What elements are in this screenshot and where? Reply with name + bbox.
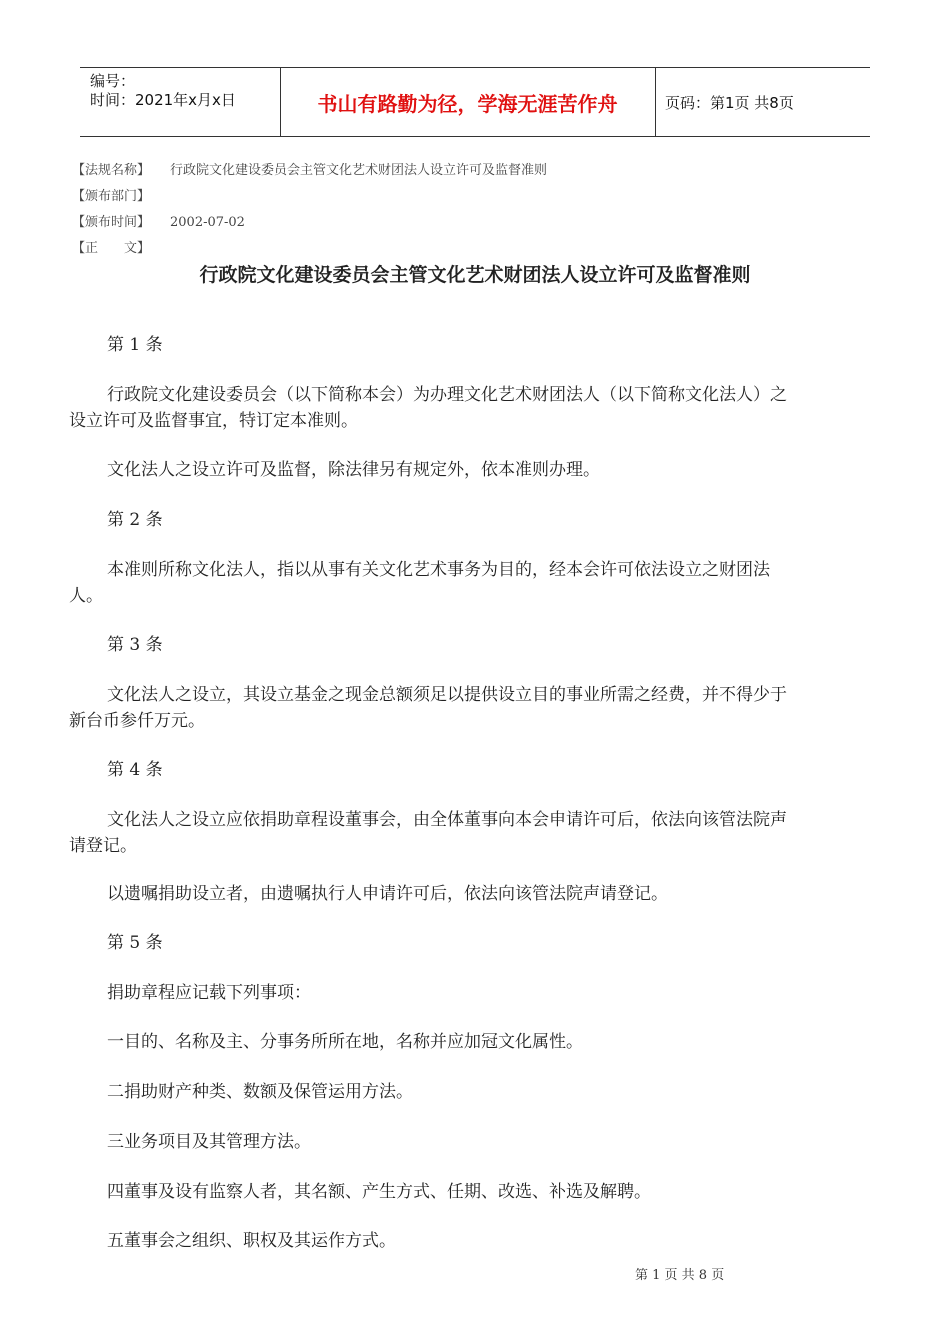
list-item: 二捐助财产种类、数额及保管运用方法。: [107, 1082, 413, 1102]
meta-row-name: [72, 158, 547, 184]
list-item: 五董事会之组织、职权及其运作方式。: [107, 1231, 396, 1251]
meta-label: 【颁布部门】: [72, 189, 151, 204]
paragraph-line: 设立许可及监督事宜，特订定本准则。: [69, 411, 358, 431]
paragraph-line: 以遗嘱捐助设立者，由遗嘱执行人申请许可后，依法向该管法院声请登记。: [107, 884, 668, 904]
paragraph-line: 请登记。: [69, 836, 137, 856]
meta-label: 【法规名称】: [72, 163, 151, 178]
document-title: 行政院文化建设委员会主管文化艺术财团法人设立许可及监督准则: [199, 264, 751, 286]
meta-block: [72, 158, 547, 262]
meta-label: 【颁布时间】: [72, 215, 151, 230]
article-heading: 第 2 条: [107, 510, 163, 530]
paragraph-line: 本准则所称文化法人，指以从事有关文化艺术事务为目的，经本会许可依法设立之财团法: [107, 560, 770, 580]
article-heading: 第 1 条: [107, 335, 163, 355]
list-item: 一目的、名称及主、分事务所所在地，名称并应加冠文化属性。: [107, 1032, 583, 1052]
meta-row-dept: [72, 184, 547, 210]
paragraph-line: 文化法人之设立，其设立基金之现金总额须足以提供设立目的事业所需之经费，并不得少于: [107, 685, 787, 705]
meta-value: 2002-07-02: [170, 215, 245, 230]
meta-value: 行政院文化建设委员会主管文化艺术财团法人设立许可及监督准则: [170, 163, 548, 178]
meta-label: 【正 文】: [72, 241, 151, 256]
header-divider: [655, 68, 656, 136]
motto: 书山有路勤为径，学海无涯苦作舟: [317, 91, 618, 116]
paragraph-line: 新台币参仟万元。: [69, 711, 205, 731]
header-info: [90, 72, 236, 110]
paragraph-line: 文化法人之设立应依捐助章程设董事会，由全体董事向本会申请许可后，依法向该管法院声: [107, 810, 787, 830]
paragraph-line: 人。: [69, 586, 103, 606]
article-heading: 第 4 条: [107, 760, 163, 780]
paragraph-line: 捐助章程应记载下列事项：: [107, 983, 311, 1003]
list-item: 四董事及设有监察人者，其名额、产生方式、任期、改选、补选及解聘。: [107, 1182, 651, 1202]
paragraph-line: 行政院文化建设委员会（以下简称本会）为办理文化艺术财团法人（以下简称文化法人）之: [107, 385, 787, 405]
article-heading: 第 3 条: [107, 635, 163, 655]
meta-row-text: [72, 236, 547, 262]
meta-row-date: [72, 210, 547, 236]
time-label: 时间：2021年x月x日: [90, 91, 236, 109]
page-footer: 第 1 页 共 8 页: [635, 1268, 725, 1283]
code-label: 编号：: [90, 72, 136, 90]
page-label: 页码：第1页 共8页: [665, 93, 794, 112]
article-heading: 第 5 条: [107, 933, 163, 953]
header-table: [80, 67, 870, 137]
paragraph-line: 文化法人之设立许可及监督，除法律另有规定外，依本准则办理。: [107, 460, 600, 480]
list-item: 三业务项目及其管理方法。: [107, 1132, 311, 1152]
